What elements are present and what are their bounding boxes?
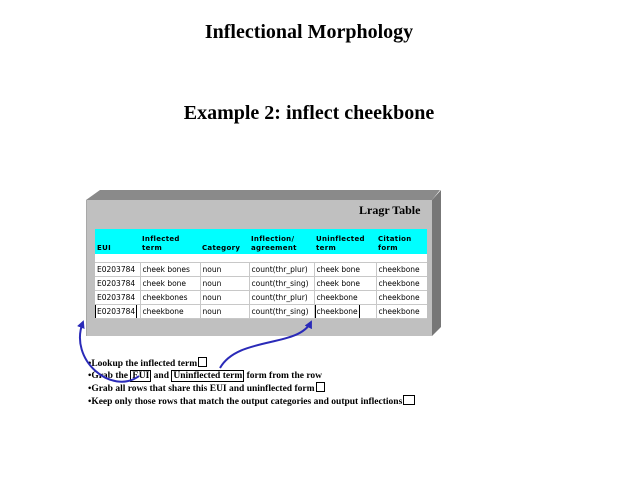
bullet-text: •Grab all rows that share this EUI and uninflected form: [88, 384, 315, 394]
cell-eui: E0203784: [95, 277, 140, 291]
column-header-inflected-term: Inflected term: [140, 229, 200, 254]
eui-highlight-box: E0203784: [97, 306, 136, 316]
column-header-inflection-agreement: Inflection/ agreement: [249, 229, 314, 254]
cell-citation-form: cheekbone: [376, 277, 427, 291]
slide-subtitle: Example 2: inflect cheekbone: [183, 102, 435, 124]
eui-boxed-word: EUI: [132, 371, 150, 381]
cell-inflection: count(thr_plur): [249, 291, 314, 305]
cell-inflected-term: cheekbones: [140, 291, 200, 305]
column-header-uninflected-term: Uninflected term: [314, 229, 376, 254]
bullet-list: [88, 357, 415, 408]
bullet-text: •Grab the: [88, 371, 131, 381]
bullet-item: [88, 357, 415, 370]
cell-citation-form: cheekbone: [376, 263, 427, 277]
box-glyph: [316, 382, 325, 392]
table-panel-top-face: [86, 190, 440, 200]
table-row: [95, 277, 427, 291]
cell-inflected-term: cheek bones: [140, 263, 200, 277]
uninflected-term-boxed-word: Uninflected term: [173, 371, 243, 381]
cell-category: noun: [200, 305, 249, 319]
cell-eui-boxed: [95, 305, 140, 319]
cell-inflected-term: cheek bone: [140, 277, 200, 291]
bullet-text: •Keep only those rows that match the output categories and output inflections: [88, 397, 403, 407]
bullet-item: [88, 382, 415, 395]
cell-inflection: count(thr_sing): [249, 305, 314, 319]
cell-uninflected-term: cheekbone: [314, 291, 376, 305]
table-panel-side-face: [432, 190, 441, 336]
column-header-citation-form: Citation form: [376, 229, 427, 254]
column-header-category: Category: [200, 229, 249, 254]
bullet-text: and: [151, 371, 172, 381]
cell-citation-form: cheekbone: [376, 305, 427, 319]
table-spacer-row: [95, 254, 427, 263]
cell-category: noun: [200, 263, 249, 277]
table-row: [95, 291, 427, 305]
uninflected-highlight-box: cheekbone: [316, 306, 358, 316]
slide-title: Inflectional Morphology: [204, 21, 414, 43]
box-glyph: [403, 395, 415, 405]
lragr-table: [95, 229, 427, 319]
table-header-row: [95, 229, 427, 254]
cell-inflection: count(thr_plur): [249, 263, 314, 277]
cell-inflected-term: cheekbone: [140, 305, 200, 319]
cell-inflection: count(thr_sing): [249, 277, 314, 291]
cell-category: noun: [200, 277, 249, 291]
table-row-highlighted: [95, 305, 427, 319]
cell-eui: E0203784: [95, 263, 140, 277]
table-row: [95, 263, 427, 277]
table-caption: Lragr Table: [359, 203, 421, 217]
box-glyph: [198, 357, 207, 367]
bullet-text: •Lookup the inflected term: [88, 359, 198, 369]
column-header-eui: EUI: [95, 229, 140, 254]
cell-uninflected-term-boxed: [314, 305, 376, 319]
cell-citation-form: cheekbone: [376, 291, 427, 305]
bullet-item: [88, 395, 415, 408]
cell-uninflected-term: cheek bone: [314, 277, 376, 291]
cell-category: noun: [200, 291, 249, 305]
cell-eui: E0203784: [95, 291, 140, 305]
cell-uninflected-term: cheek bone: [314, 263, 376, 277]
bullet-item: [88, 370, 415, 382]
bullet-text: form from the row: [244, 371, 322, 381]
